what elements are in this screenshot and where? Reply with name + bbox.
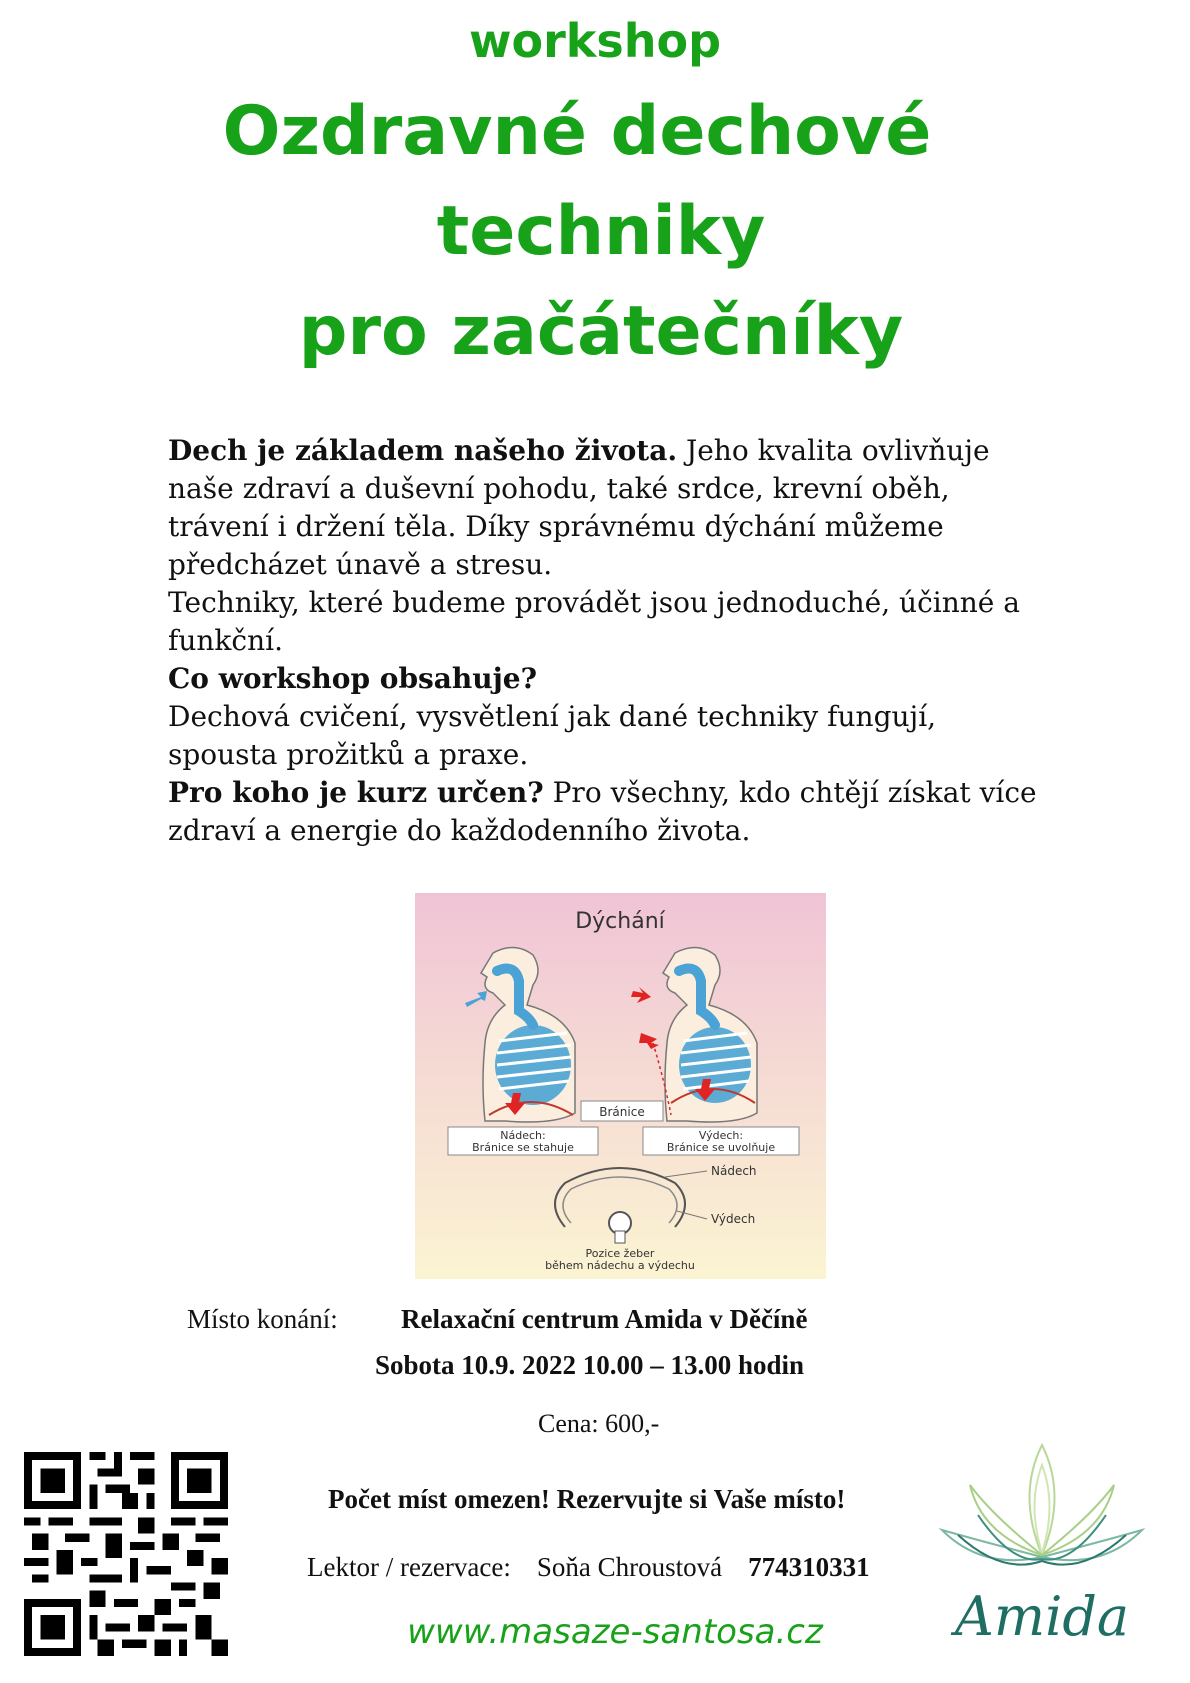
amida-logo [922, 1435, 1162, 1665]
label-inhale-1: Nádech: [500, 1129, 546, 1142]
paragraph-techniques: Techniky, které budeme provádět jsou jednoduché, účinné a funkční. [168, 586, 1020, 657]
diagram-title: Dýchání [575, 909, 665, 934]
description [168, 432, 1048, 850]
venue-label: Místo konání: [187, 1304, 338, 1334]
qr-code-icon[interactable] [24, 1452, 228, 1656]
event-date: Sobota 10.9. 2022 10.00 – 13.00 hodin [375, 1350, 805, 1380]
label-inhale-2: Bránice se stahuje [472, 1141, 574, 1154]
answer-audience: Pro všechny, kdo chtějí získat více zdraví a energie do každodenního života. [168, 776, 1037, 847]
paragraph-intro [168, 432, 1048, 584]
label-exhale-2: Bránice se uvolňuje [666, 1141, 776, 1154]
paragraph-audience [168, 774, 1048, 850]
answer-contents: Dechová cvičení, vysvětlení jak dané techniky fungují, spousta prožitků a praxe. [168, 700, 937, 771]
caption-1: Pozice žeber [585, 1247, 655, 1260]
intro-rest: Jeho kvalita ovlivňuje naše zdraví a duševní pohodu, také srdce, krevní oběh, trávení i držení těla. Díky správnému dýchání můžeme předcházet únavě a stresu. [168, 434, 990, 581]
label-nadech: Nádech [711, 1164, 757, 1178]
label-exhale-1: Výdech: [698, 1129, 744, 1142]
question-audience: Pro koho je kurz určen? [168, 776, 544, 809]
lecturer-line [307, 1552, 870, 1583]
title-line-1: Ozdravné dechové [222, 92, 932, 171]
label-vydech: Výdech [711, 1212, 756, 1226]
lecturer-name: Soňa Chroustová [536, 1552, 723, 1582]
price: Cena: 600,- [538, 1409, 660, 1438]
breathing-diagram [415, 893, 826, 1279]
venue-name: Relaxační centrum Amida v Děčíně [401, 1304, 808, 1334]
phone-number[interactable]: 774310331 [748, 1552, 870, 1582]
kicker-text: workshop [468, 14, 722, 68]
intro-bold: Dech je základem našeho života. [168, 434, 678, 467]
question-contents: Co workshop obsahuje? [168, 662, 537, 695]
website-link[interactable]: www.masaze-santosa.cz [407, 1612, 823, 1652]
capacity-notice: Počet míst omezen! Rezervujte si Vaše místo! [328, 1484, 846, 1514]
lecturer-label: Lektor / rezervace: [307, 1552, 511, 1582]
logo-text: Amida [954, 1585, 1130, 1648]
caption-2: během nádechu a výdechu [545, 1259, 695, 1272]
title-line-2: techniky [436, 192, 766, 271]
title-line-3: pro začátečníky [298, 292, 904, 371]
label-branice: Bránice [599, 1105, 645, 1119]
